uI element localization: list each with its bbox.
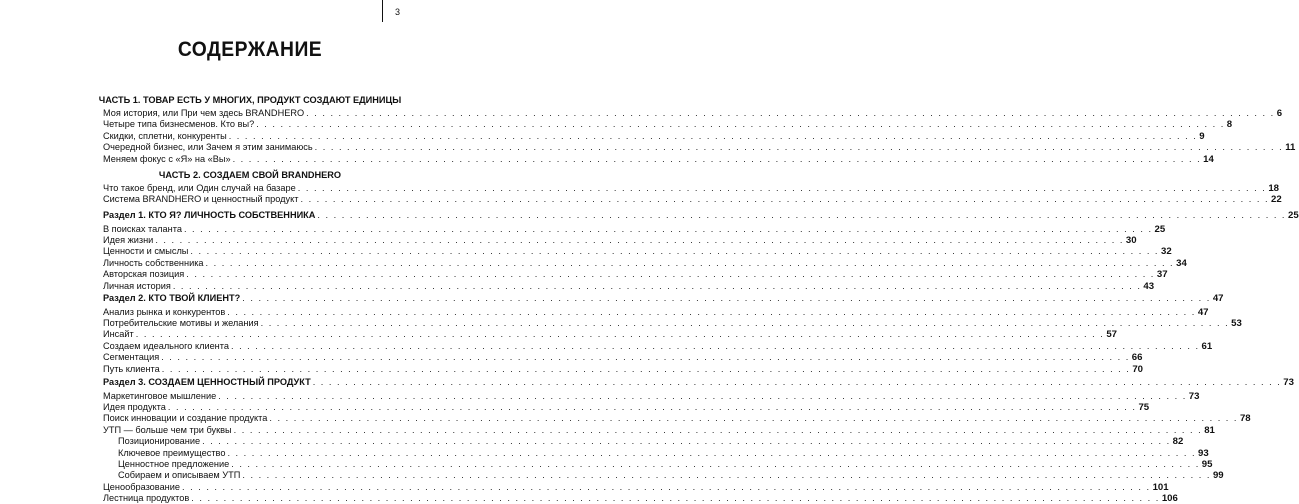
dot-leader: . . . . . . . . . . . . . . . . . . . . . . . . . . . . . . . . . . . . . . . . . . . . . . . . . . . . . . . . . . . . . . . . . . . . . . . . . . . . . . . . . . . . . . . . . . . . . . . . . . . . . . . . . . . . . . . . . . . . . . . . bbox=[230, 340, 1200, 351]
toc-entry-page: 11 bbox=[1285, 142, 1296, 154]
toc-entry bbox=[103, 306, 1209, 318]
dot-leader: . . . . . . . . . . . . . . . . . . . . . . . . . . . . . . . . . . . . . . . . . . . . . . . . . . . . . . . . . . . . . . . . . . . . . . . . . . . . . . . . . . . . . . . . . . . . . . . . . . . . . . . . . . . . . . . . . . . . . . . . bbox=[242, 293, 1211, 303]
toc-entry-label: Поиск инновации и создание продукта bbox=[103, 413, 268, 424]
toc-entry-label: Анализ рынка и конкурентов bbox=[103, 306, 226, 317]
dot-leader: . . . . . . . . . . . . . . . . . . . . . . . . . . . . . . . . . . . . . . . . . . . . . . . . . . . . . . . . . . . . . . . . . . . . . . . . . . . . . . . . . . . . . . . . . . . . . . . . . . . . . . . . . . . . . . . . . . . . . . . . bbox=[317, 210, 1286, 220]
dot-leader: . . . . . . . . . . . . . . . . . . . . . . . . . . . . . . . . . . . . . . . . . . . . . . . . . . . . . . . . . . . . . . . . . . . . . . . . . . . . . . . . . . . . . . . . . . . . . . . . . . . . . . . . . . . . . . . . . . . . . . . . bbox=[242, 470, 1211, 481]
toc-entry bbox=[103, 119, 1233, 131]
toc-entry-page: 78 bbox=[1239, 413, 1251, 425]
toc-entry bbox=[103, 183, 1279, 194]
dot-leader: . . . . . . . . . . . . . . . . . . . . . . . . . . . . . . . . . . . . . . . . . . . . . . . . . . . . . . . . . . . . . . . . . . . . . . . . . . . . . . . . . . . . . . . . . . . . . . . . . . . . . . . . . . . . . . . . . . . . . . . . bbox=[233, 424, 1203, 435]
toc-entry-label: Позиционирование bbox=[118, 436, 201, 447]
dot-leader: . . . . . . . . . . . . . . . . . . . . . . . . . . . . . . . . . . . . . . . . . . . . . . . . . . . . . . . . . . . . . . . . . . . . . . . . . . . . . . . . . . . . . . . . . . . . . . . . . . . . . . . . . . . . . . . . . . . . . . . . bbox=[260, 317, 1230, 328]
toc-entry bbox=[103, 280, 1155, 292]
toc-entry-label: Потребительские мотивы и желания bbox=[103, 317, 259, 328]
dot-leader: . . . . . . . . . . . . . . . . . . . . . . . . . . . . . . . . . . . . . . . . . . . . . . . . . . . . . . . . . . . . . . . . . . . . . . . . . . . . . . . . . . . . . . . . . . . . . . . . . . . . . . . . . . . . . . . . . . . . . . . . bbox=[191, 493, 1160, 504]
toc-entry-page: 57 bbox=[1106, 329, 1117, 341]
toc-entry bbox=[103, 424, 1215, 436]
toc-entry bbox=[103, 234, 1137, 246]
toc-entry-label: Что такое бренд, или Один случай на базаре bbox=[103, 183, 296, 193]
toc-entry-label: Лестница продуктов bbox=[103, 493, 190, 504]
toc-entry-page: 82 bbox=[1172, 436, 1184, 448]
dot-leader: . . . . . . . . . . . . . . . . . . . . . . . . . . . . . . . . . . . . . . . . . . . . . . . . . . . . . . . . . . . . . . . . . . . . . . . . . . . . . . . . . . . . . . . . . . . . . . . . . . . . . . . . . . . . . . . . . . . . . . . . bbox=[202, 436, 1171, 447]
toc-entry-label: Сегментация bbox=[103, 352, 160, 363]
toc-entry bbox=[103, 363, 1144, 375]
toc-entry bbox=[103, 269, 1168, 281]
dot-leader: . . . . . . . . . . . . . . . . . . . . . . . . . . . . . . . . . . . . . . . . . . . . . . . . . . . . . . . . . . . . . . . . . . . . . . . . . . . . . . . . . . . . . . . . . . . . . . . . . . . . . . . . . . . . . . . . . . . . . . . . bbox=[182, 481, 1151, 492]
toc-entry-label: Личная история bbox=[103, 280, 171, 291]
page-rule bbox=[382, 0, 383, 22]
toc-entry-label: Ценностное предложение bbox=[118, 458, 230, 469]
toc-entry-page: 9 bbox=[1199, 130, 1205, 142]
toc-entry-page: 53 bbox=[1231, 317, 1242, 329]
toc-entry bbox=[103, 257, 1187, 269]
toc-entry-page: 32 bbox=[1160, 246, 1172, 258]
toc-entry-page: 8 bbox=[1226, 119, 1233, 131]
dot-leader: . . . . . . . . . . . . . . . . . . . . . . . . . . . . . . . . . . . . . . . . . . . . . . . . . . . . . . . . . . . . . . . . . . . . . . . . . . . . . . . . . . . . . . . . . . . . . . . . . . . . . . . . . . . . . . . . . . . . . . . . bbox=[183, 223, 1153, 234]
toc-entry-page: 81 bbox=[1204, 424, 1215, 436]
toc-entry bbox=[118, 470, 1224, 482]
part-heading: ЧАСТЬ 1. ТОВАР ЕСТЬ У МНОГИХ, ПРОДУКТ СОЗДАЮТ ЕДИНИЦЫ bbox=[98, 95, 402, 105]
toc-entry-label: УТП — больше чем три буквы bbox=[103, 424, 232, 435]
toc-entry-page: 61 bbox=[1201, 340, 1213, 352]
toc-entry-label: Ценности и смыслы bbox=[103, 246, 189, 257]
part-heading: ЧАСТЬ 2. СОЗДАЕМ СВОЙ BRANDHERO bbox=[158, 170, 342, 180]
section-heading bbox=[103, 377, 1294, 388]
toc-entry-page: 99 bbox=[1212, 470, 1224, 482]
toc-entry-label: Меняем фокус с «Я» на «Вы» bbox=[103, 153, 231, 164]
page-number: 3 bbox=[395, 7, 401, 17]
toc-entry-page: 6 bbox=[1276, 108, 1283, 119]
toc-entry-label: Путь клиента bbox=[103, 363, 160, 374]
toc-entry-label: Идея продукта bbox=[103, 401, 166, 412]
toc-entry-page: 70 bbox=[1132, 363, 1144, 375]
toc-entry-page: 73 bbox=[1283, 377, 1294, 388]
dot-leader: . . . . . . . . . . . . . . . . . . . . . . . . . . . . . . . . . . . . . . . . . . . . . . . . . . . . . . . . . . . . . . . . . . . . . . . . . . . . . . . . . . . . . . . . . . . . . . . . . . . . . . . . . . . . . . . . . . . . . . . . bbox=[167, 401, 1137, 412]
toc-entry bbox=[103, 390, 1200, 402]
toc-entry bbox=[103, 130, 1205, 142]
dot-leader: . . . . . . . . . . . . . . . . . . . . . . . . . . . . . . . . . . . . . . . . . . . . . . . . . . . . . . . . . . . . . . . . . . . . . . . . . . . . . . . . . . . . . . . . . . . . . . . . . . . . . . . . . . . . . . . . . . . . . . . . bbox=[297, 183, 1267, 193]
toc-entry-label: Идея жизни bbox=[103, 234, 154, 245]
toc-entry bbox=[103, 481, 1169, 493]
toc-entry-label: Раздел 2. КТО ТВОЙ КЛИЕНТ? bbox=[103, 293, 241, 303]
dot-leader: . . . . . . . . . . . . . . . . . . . . . . . . . . . . . . . . . . . . . . . . . . . . . . . . . . . . . . . . . . . . . . . . . . . . . . . . . . . . . . . . . . . . . . . . . . . . . . . . . . . . . . . . . . . . . . . . . . . . . . . . bbox=[190, 246, 1159, 257]
toc-entry-label: Моя история, или При чем здесь BRANDHERO bbox=[103, 108, 305, 118]
toc-entry-page: 66 bbox=[1131, 352, 1143, 364]
dot-leader: . . . . . . . . . . . . . . . . . . . . . . . . . . . . . . . . . . . . . . . . . . . . . . . . . . . . . . . . . . . . . . . . . . . . . . . . . . . . . . . . . . . . . . . . . . . . . . . . . . . . . . . . . . . . . . . . . . . . . . . . bbox=[186, 269, 1155, 280]
section-heading bbox=[103, 293, 1224, 304]
toc-entry-label: Система BRANDHERO и ценностный продукт bbox=[103, 194, 299, 205]
toc-entry bbox=[103, 401, 1150, 413]
toc-entry-label: Раздел 3. СОЗДАЕМ ЦЕННОСТНЫЙ ПРОДУКТ bbox=[103, 377, 311, 387]
toc-entry bbox=[103, 317, 1242, 329]
toc-entry bbox=[103, 246, 1172, 258]
toc-entry bbox=[103, 352, 1143, 364]
toc-entry bbox=[103, 153, 1214, 165]
toc-entry-page: 18 bbox=[1268, 183, 1279, 194]
toc-entry bbox=[118, 458, 1213, 470]
toc-entry-page: 106 bbox=[1161, 493, 1178, 504]
toc-entry-label: Ключевое преимущество bbox=[118, 447, 226, 458]
toc-entry-label: Ценообразование bbox=[103, 481, 180, 492]
dot-leader: . . . . . . . . . . . . . . . . . . . . . . . . . . . . . . . . . . . . . . . . . . . . . . . . . . . . . . . . . . . . . . . . . . . . . . . . . . . . . . . . . . . . . . . . . . . . . . . . . . . . . . . . . . . . . . . . . . . . . . . . bbox=[314, 142, 1284, 153]
dot-leader: . . . . . . . . . . . . . . . . . . . . . . . . . . . . . . . . . . . . . . . . . . . . . . . . . . . . . . . . . . . . . . . . . . . . . . . . . . . . . . . . . . . . . . . . . . . . . . . . . . . . . . . . . . . . . . . . . . . . . . . . bbox=[306, 108, 1275, 118]
dot-leader: . . . . . . . . . . . . . . . . . . . . . . . . . . . . . . . . . . . . . . . . . . . . . . . . . . . . . . . . . . . . . . . . . . . . . . . . . . . . . . . . . . . . . . . . . . . . . . . . . . . . . . . . . . . . . . . . . . . . . . . . bbox=[312, 377, 1282, 387]
toc-entry-page: 22 bbox=[1271, 194, 1282, 206]
toc-entry-page: 47 bbox=[1197, 306, 1209, 318]
toc-entry-page: 95 bbox=[1201, 458, 1213, 470]
dot-leader: . . . . . . . . . . . . . . . . . . . . . . . . . . . . . . . . . . . . . . . . . . . . . . . . . . . . . . . . . . . . . . . . . . . . . . . . . . . . . . . . . . . . . . . . . . . . . . . . . . . . . . . . . . . . . . . . . . . . . . . . bbox=[218, 390, 1187, 401]
dot-leader: . . . . . . . . . . . . . . . . . . . . . . . . . . . . . . . . . . . . . . . . . . . . . . . . . . . . . . . . . . . . . . . . . . . . . . . . . . . . . . . . . . . . . . . . . . . . . . . . . . . . . . . . . . . . . . . . . . . . . . . . bbox=[205, 257, 1175, 268]
toc-entry-label: Личность собственника bbox=[103, 257, 204, 268]
dot-leader: . . . . . . . . . . . . . . . . . . . . . . . . . . . . . . . . . . . . . . . . . . . . . . . . . . . . . . . . . . . . . . . . . . . . . . . . . . . . . . . . . . . . . . . . . . . . . . . . . . . . . . . . . . . . . . . . . . . . . . . . bbox=[227, 306, 1196, 317]
toc-entry bbox=[103, 194, 1282, 206]
dot-leader: . . . . . . . . . . . . . . . . . . . . . . . . . . . . . . . . . . . . . . . . . . . . . . . . . . . . . . . . . . . . . . . . . . . . . . . . . . . . . . . . . . . . . . . . . . . . . . . . . . . . . . . . . . . . . . . . . . . . . . . . bbox=[161, 363, 1131, 374]
toc-entry-page: 93 bbox=[1198, 447, 1209, 459]
toc-entry-page: 14 bbox=[1203, 153, 1214, 165]
toc-entry-page: 37 bbox=[1156, 269, 1168, 281]
toc-entry-page: 25 bbox=[1288, 210, 1299, 221]
toc-entry bbox=[118, 436, 1184, 448]
page-title: СОДЕРЖАНИЕ bbox=[177, 38, 323, 61]
toc-entry-label: Четыре типа бизнесменов. Кто вы? bbox=[103, 119, 255, 130]
toc-entry-page: 101 bbox=[1152, 481, 1169, 493]
toc-entry-label: Маркетинговое мышление bbox=[103, 390, 217, 401]
toc-entry bbox=[103, 493, 1178, 504]
toc-entry-page: 34 bbox=[1176, 257, 1187, 269]
dot-leader: . . . . . . . . . . . . . . . . . . . . . . . . . . . . . . . . . . . . . . . . . . . . . . . . . . . . . . . . . . . . . . . . . . . . . . . . . . . . . . . . . . . . . . . . . . . . . . . . . . . . . . . . . . . . . . . . . . . . . . . . bbox=[161, 352, 1130, 363]
toc-entry bbox=[103, 329, 1117, 341]
toc-entry bbox=[103, 108, 1283, 119]
toc-entry-page: 25 bbox=[1154, 223, 1166, 235]
toc-entry-label: Раздел 1. КТО Я? ЛИЧНОСТЬ СОБСТВЕННИКА bbox=[103, 210, 316, 220]
toc-entry-page: 75 bbox=[1138, 401, 1150, 413]
dot-leader: . . . . . . . . . . . . . . . . . . . . . . . . . . . . . . . . . . . . . . . . . . . . . . . . . . . . . . . . . . . . . . . . . . . . . . . . . . . . . . . . . . . . . . . . . . . . . . . . . . . . . . . . . . . . . . . . . . . . . . . . bbox=[231, 458, 1200, 469]
toc-entry-page: 47 bbox=[1212, 293, 1224, 304]
dot-leader: . . . . . . . . . . . . . . . . . . . . . . . . . . . . . . . . . . . . . . . . . . . . . . . . . . . . . . . . . . . . . . . . . . . . . . . . . . . . . . . . . . . . . . . . . . . . . . . . . . . . . . . . . . . . . . . . . . . . . . . . bbox=[256, 119, 1225, 130]
toc-entry-label: Создаем идеального клиента bbox=[103, 340, 229, 351]
toc-entry bbox=[103, 340, 1213, 352]
toc-entry-label: Очередной бизнес, или Зачем я этим занимаюсь bbox=[103, 142, 313, 153]
section-heading bbox=[103, 210, 1299, 221]
toc-entry bbox=[118, 447, 1209, 459]
toc-entry bbox=[103, 223, 1166, 235]
toc-entry-page: 43 bbox=[1143, 280, 1155, 292]
toc-entry-label: Инсайт bbox=[103, 329, 134, 340]
dot-leader: . . . . . . . . . . . . . . . . . . . . . . . . . . . . . . . . . . . . . . . . . . . . . . . . . . . . . . . . . . . . . . . . . . . . . . . . . . . . . . . . . . . . . . . . . . . . . . . . . . . . . . . . . . . . . . . . . . . . . . . . bbox=[172, 280, 1142, 291]
dot-leader: . . . . . . . . . . . . . . . . . . . . . . . . . . . . . . . . . . . . . . . . . . . . . . . . . . . . . . . . . . . . . . . . . . . . . . . . . . . . . . . . . . . . . . . . . . . . . . . . . . . . . . . . . . . . . . . . . . . . . . . . bbox=[135, 329, 1105, 340]
toc-entry-label: Скидки, сплетни, конкуренты bbox=[103, 130, 227, 141]
dot-leader: . . . . . . . . . . . . . . . . . . . . . . . . . . . . . . . . . . . . . . . . . . . . . . . . . . . . . . . . . . . . . . . . . . . . . . . . . . . . . . . . . . . . . . . . . . . . . . . . . . . . . . . . . . . . . . . . . . . . . . . . bbox=[228, 130, 1198, 141]
toc-entry-page: 30 bbox=[1125, 234, 1137, 246]
toc-entry bbox=[103, 142, 1296, 154]
dot-leader: . . . . . . . . . . . . . . . . . . . . . . . . . . . . . . . . . . . . . . . . . . . . . . . . . . . . . . . . . . . . . . . . . . . . . . . . . . . . . . . . . . . . . . . . . . . . . . . . . . . . . . . . . . . . . . . . . . . . . . . . bbox=[227, 447, 1197, 458]
toc-entry-page: 73 bbox=[1188, 390, 1200, 402]
dot-leader: . . . . . . . . . . . . . . . . . . . . . . . . . . . . . . . . . . . . . . . . . . . . . . . . . . . . . . . . . . . . . . . . . . . . . . . . . . . . . . . . . . . . . . . . . . . . . . . . . . . . . . . . . . . . . . . . . . . . . . . . bbox=[155, 234, 1124, 245]
toc-entry-label: Собираем и описываем УТП bbox=[118, 470, 241, 481]
dot-leader: . . . . . . . . . . . . . . . . . . . . . . . . . . . . . . . . . . . . . . . . . . . . . . . . . . . . . . . . . . . . . . . . . . . . . . . . . . . . . . . . . . . . . . . . . . . . . . . . . . . . . . . . . . . . . . . . . . . . . . . . bbox=[269, 413, 1238, 424]
toc-entry-label: В поисках таланта bbox=[103, 223, 182, 234]
dot-leader: . . . . . . . . . . . . . . . . . . . . . . . . . . . . . . . . . . . . . . . . . . . . . . . . . . . . . . . . . . . . . . . . . . . . . . . . . . . . . . . . . . . . . . . . . . . . . . . . . . . . . . . . . . . . . . . . . . . . . . . . bbox=[232, 153, 1202, 164]
toc-entry-label: Авторская позиция bbox=[103, 269, 185, 280]
dot-leader: . . . . . . . . . . . . . . . . . . . . . . . . . . . . . . . . . . . . . . . . . . . . . . . . . . . . . . . . . . . . . . . . . . . . . . . . . . . . . . . . . . . . . . . . . . . . . . . . . . . . . . . . . . . . . . . . . . . . . . . . bbox=[300, 194, 1270, 205]
toc-entry bbox=[103, 413, 1251, 425]
